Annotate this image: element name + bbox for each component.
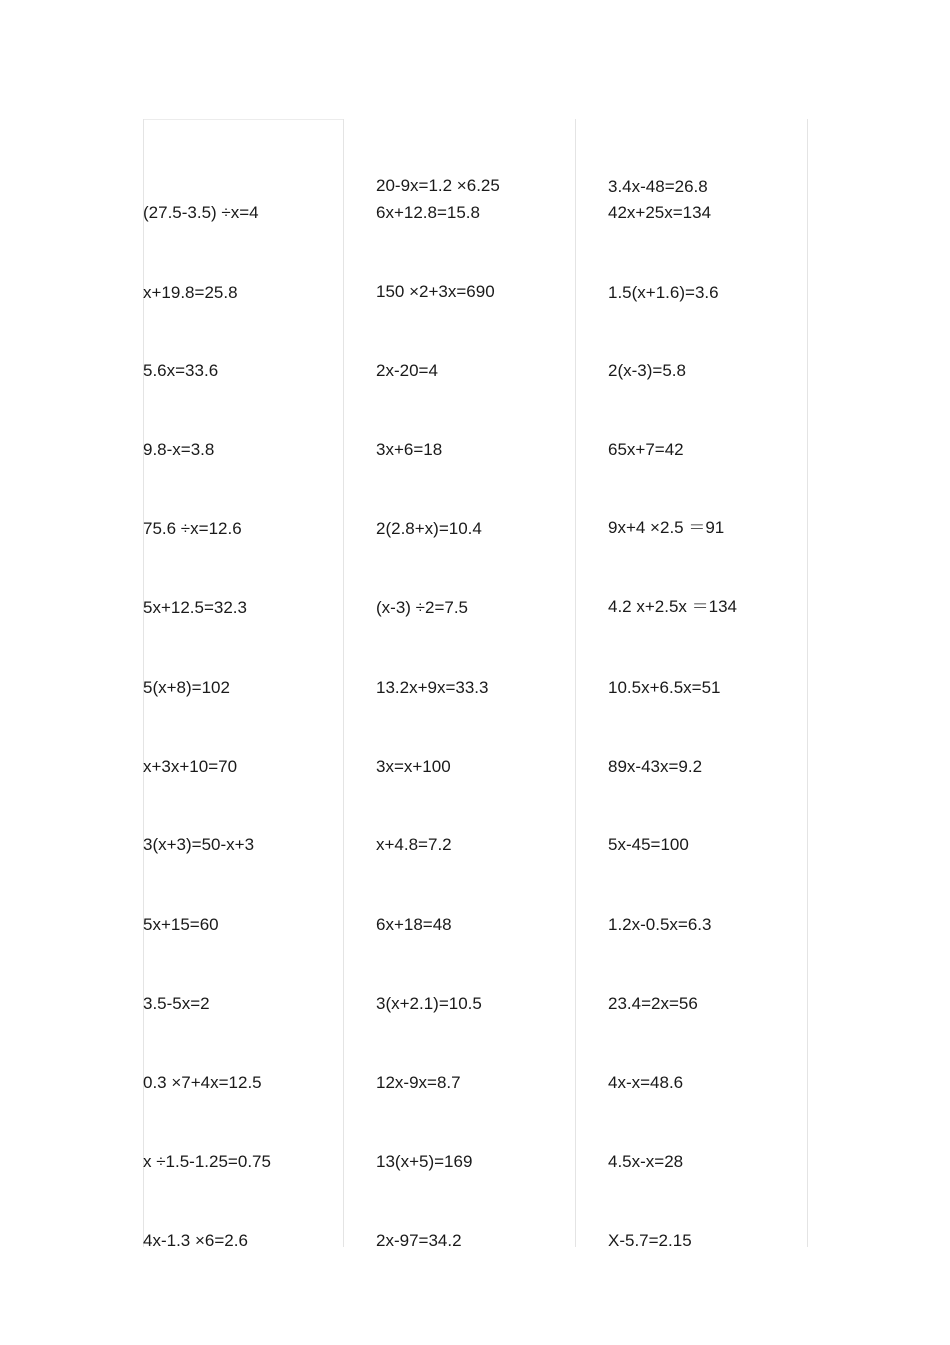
equation-item: 1.2x-0.5x=6.3 [608,915,712,934]
equation-item: 20-9x=1.2 ×6.25 [376,176,500,195]
equation-item: 13(x+5)=169 [376,1152,473,1171]
equation-item: X-5.7=2.15 [608,1231,692,1250]
equation-item: 5(x+8)=102 [143,678,230,697]
equation-item: 5.6x=33.6 [143,361,219,380]
equation-item: 5x+12.5=32.3 [143,598,247,617]
equation-item: 4.2 x+2.5x ＝134 [608,597,738,616]
equation-item: 3.5-5x=2 [143,994,210,1013]
equation-item: 2x-20=4 [376,361,438,380]
equation-item: x+3x+10=70 [143,757,238,776]
equation-item: 9x+4 ×2.5 ＝91 [608,518,725,537]
equation-item: 2x-97=34.2 [376,1231,462,1250]
equation-item: 9.8-x=3.8 [143,440,215,459]
equation-item: 2(2.8+x)=10.4 [376,519,482,538]
equation-item: 2(x-3)=5.8 [608,361,686,380]
equation-item: 4x-1.3 ×6=2.6 [143,1231,248,1250]
equation-item: 5x-45=100 [608,835,689,854]
equation-item: 12x-9x=8.7 [376,1073,461,1092]
equation-item: 1.5(x+1.6)=3.6 [608,283,719,302]
equation-item: 6x+18=48 [376,915,452,934]
equation-item: 6x+12.8=15.8 [376,203,480,222]
equation-item: 3x+6=18 [376,440,443,459]
equation-item: 4.5x-x=28 [608,1152,684,1171]
equation-item: 150 ×2+3x=690 [376,282,495,301]
equation-item: 23.4=2x=56 [608,994,698,1013]
column-divider-1 [343,119,344,1247]
equation-item: x ÷1.5-1.25=0.75 [143,1152,271,1171]
equation-item: 3x=x+100 [376,757,451,776]
equation-item: 42x+25x=134 [608,203,712,222]
equation-item: 3(x+2.1)=10.5 [376,994,482,1013]
column-divider-right [807,119,808,1247]
column-divider-2 [575,119,576,1247]
equation-item: 13.2x+9x=33.3 [376,678,489,697]
equation-item: 89x-43x=9.2 [608,757,703,776]
equation-item: (27.5-3.5) ÷x=4 [143,203,259,222]
equation-item: 5x+15=60 [143,915,219,934]
equation-item: 0.3 ×7+4x=12.5 [143,1073,262,1092]
equation-item: 4x-x=48.6 [608,1073,684,1092]
equation-item: 3(x+3)=50-x+3 [143,835,255,854]
equation-item: 75.6 ÷x=12.6 [143,519,242,538]
equation-item: x+4.8=7.2 [376,835,452,854]
equation-item: x+19.8=25.8 [143,283,238,302]
equation-item: 3.4x-48=26.8 [608,177,708,196]
equation-item: (x-3) ÷2=7.5 [376,598,469,617]
equation-item: 10.5x+6.5x=51 [608,678,721,697]
equation-item: 65x+7=42 [608,440,684,459]
top-border-line [143,119,344,120]
